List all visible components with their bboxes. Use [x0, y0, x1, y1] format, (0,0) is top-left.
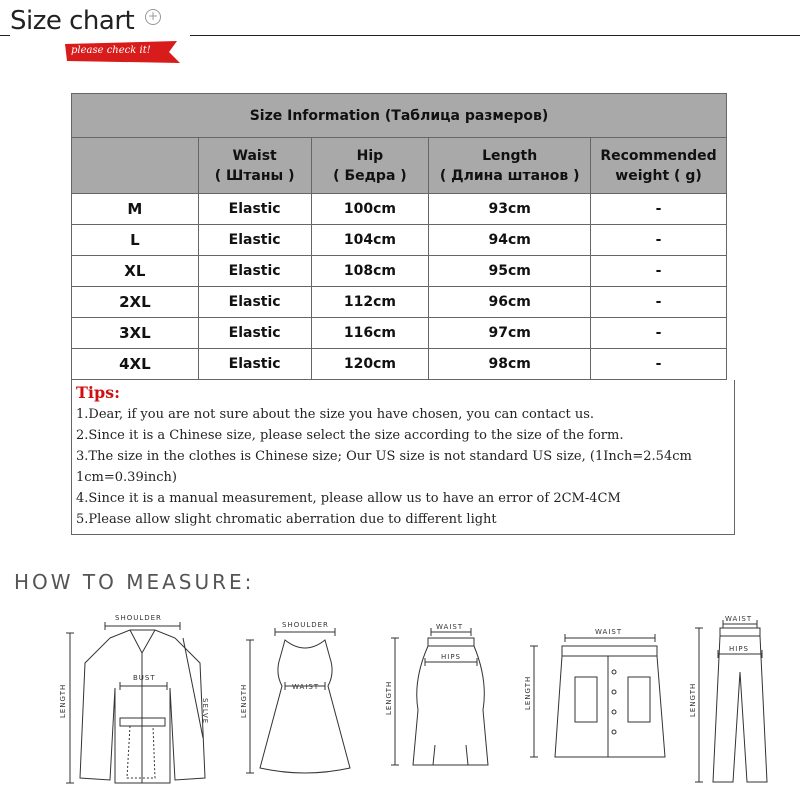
size-cell: 4XL: [72, 349, 199, 380]
length-cell: 93cm: [429, 194, 591, 225]
header-sublabel: ( Длина штанов ): [439, 167, 580, 184]
header-cell-waist: [198, 138, 311, 194]
table-row: [72, 287, 727, 318]
shoulder-label: SHOULDER: [282, 621, 329, 629]
header-sublabel: weight ( g): [615, 167, 702, 184]
waist-cell: Elastic: [198, 318, 311, 349]
plus-icon: +: [145, 9, 161, 25]
hip-cell: 104cm: [311, 225, 429, 256]
header-cell-size: [72, 138, 199, 194]
table-title: Size Information (Таблица размеров): [72, 94, 727, 138]
size-cell: L: [72, 225, 199, 256]
size-table: [71, 93, 727, 380]
coat-illustration: [55, 608, 225, 798]
hip-cell: 116cm: [311, 318, 429, 349]
size-cell: XL: [72, 256, 199, 287]
weight-cell: -: [591, 349, 727, 380]
table-header-row: [72, 138, 727, 194]
selvage-label: SELVE: [201, 698, 209, 725]
length-label: LENGTH: [689, 682, 697, 717]
hip-cell: 120cm: [311, 349, 429, 380]
tip-item: 5.Please allow slight chromatic aberration due to different light: [76, 512, 497, 527]
waist-cell: Elastic: [198, 225, 311, 256]
hip-cell: 108cm: [311, 256, 429, 287]
skirt-figure: [383, 620, 503, 789]
length-label: LENGTH: [524, 675, 532, 710]
shoulder-label: SHOULDER: [115, 614, 162, 622]
header-sublabel: ( Штаны ): [214, 167, 295, 184]
tip-item: 4.Since it is a manual measurement, please allow us to have an error of 2CM-4CM: [76, 491, 621, 506]
tip-item: 2.Since it is a Chinese size, please select the size according to the size of the form.: [76, 428, 624, 443]
header-cell-length: [429, 138, 591, 194]
weight-cell: -: [591, 225, 727, 256]
tip-item: 3.The size in the clothes is Chinese size; Our US size is not standard US size, (1Inch=2.54cm: [76, 449, 692, 464]
waist-cell: Elastic: [198, 287, 311, 318]
weight-cell: -: [591, 256, 727, 287]
length-label: LENGTH: [240, 683, 248, 718]
length-cell: 96cm: [429, 287, 591, 318]
hip-cell: 100cm: [311, 194, 429, 225]
coat-figure: [55, 608, 225, 802]
table-row: [72, 318, 727, 349]
weight-cell: -: [591, 318, 727, 349]
waist-cell: Elastic: [198, 349, 311, 380]
hips-label: HIPS: [729, 645, 749, 653]
skirt-illustration: [383, 620, 503, 785]
pants-figure: [685, 612, 795, 796]
waist-label: WAIST: [595, 628, 623, 636]
length-label: LENGTH: [59, 683, 67, 718]
bust-label: BUST: [133, 674, 156, 682]
header-label: Length: [482, 147, 538, 164]
tips-title: Tips:: [76, 383, 121, 402]
length-cell: 97cm: [429, 318, 591, 349]
waist-cell: Elastic: [198, 256, 311, 287]
table-title-row: [72, 94, 727, 138]
table-row: [72, 349, 727, 380]
tip-item: 1cm=0.39inch): [76, 470, 177, 485]
table-row: [72, 194, 727, 225]
weight-cell: -: [591, 287, 727, 318]
hip-cell: 112cm: [311, 287, 429, 318]
size-table-block: [71, 93, 727, 535]
table-row: [72, 256, 727, 287]
hips-label: HIPS: [441, 653, 461, 661]
length-cell: 95cm: [429, 256, 591, 287]
length-cell: 94cm: [429, 225, 591, 256]
size-cell: 2XL: [72, 287, 199, 318]
header-rule-left: [0, 35, 10, 36]
waist-label: WAIST: [292, 683, 320, 691]
header-label: Recommended: [600, 147, 717, 164]
header-label: Hip: [356, 147, 384, 164]
shorts-illustration: [520, 622, 670, 772]
length-cell: 98cm: [429, 349, 591, 380]
please-check-ribbon: [65, 41, 180, 63]
pants-illustration: [685, 612, 795, 792]
waist-cell: Elastic: [198, 194, 311, 225]
waist-label: WAIST: [725, 615, 753, 623]
length-label: LENGTH: [385, 680, 393, 715]
table-row: [72, 225, 727, 256]
page-title: Size chart: [10, 6, 135, 36]
tip-item: 1.Dear, if you are not sure about the size you have chosen, you can contact us.: [76, 407, 595, 422]
header-label: Waist: [232, 147, 277, 164]
how-to-measure-heading: HOW TO MEASURE:: [14, 570, 255, 594]
size-cell: M: [72, 194, 199, 225]
tips-box: [71, 380, 735, 535]
dress-illustration: [240, 618, 360, 788]
header-sublabel: ( Бедра ): [333, 167, 407, 184]
header-cell-hip: [311, 138, 429, 194]
header-rule-right: [190, 35, 800, 36]
ribbon-text: please check it!: [71, 45, 151, 56]
weight-cell: -: [591, 194, 727, 225]
size-cell: 3XL: [72, 318, 199, 349]
waist-label: WAIST: [436, 623, 464, 631]
header-cell-weight: [591, 138, 727, 194]
shorts-figure: [520, 622, 670, 776]
dress-figure: [240, 618, 360, 792]
